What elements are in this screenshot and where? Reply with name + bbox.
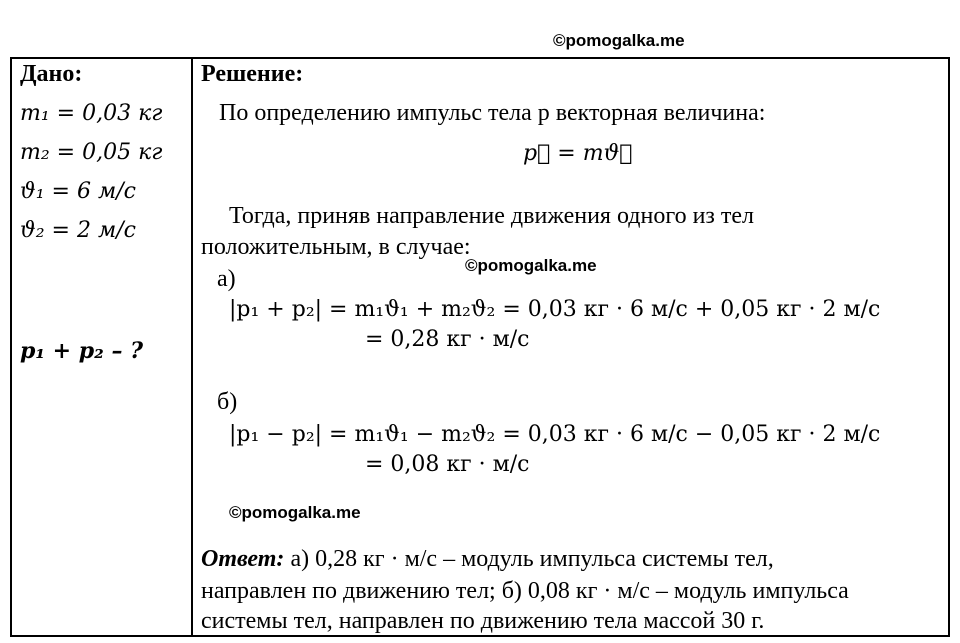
given-velocity-2: ϑ₂ = 2 м/с [20,218,136,243]
case-a-result: = 0,28 кг · м/с [365,327,530,352]
solution-then-line-2: положительным, в случае: [201,234,471,260]
case-b-label: б) [217,389,238,415]
answer-line-1 [201,545,774,573]
momentum-formula: p⃗ = mϑ⃗ [523,141,633,166]
given-mass-1: m₁ = 0,03 кг [20,101,163,126]
given-mass-2: m₂ = 0,05 кг [20,140,163,165]
case-b-result: = 0,08 кг · м/с [365,452,530,477]
solution-title: Решение: [201,61,304,87]
solution-intro: По определению импульс тела p векторная величина: [219,100,766,126]
given-velocity-1: ϑ₁ = 6 м/с [20,179,136,204]
given-question: p₁ + p₂ – ? [20,338,143,364]
case-a-label: а) [217,266,236,292]
solution-then-line-1: Тогда, приняв направление движения одного из тел [229,203,755,229]
answer-line-2: направлен по движению тел; б) 0,08 кг · м/с – модуль импульса [201,578,849,604]
given-title: Дано: [20,61,83,87]
case-b-equation: |p₁ − p₂| = m₁ϑ₁ − m₂ϑ₂ = 0,03 кг · 6 м/с − 0,05 кг · 2 м/с [229,422,881,447]
case-a-equation: |p₁ + p₂| = m₁ϑ₁ + m₂ϑ₂ = 0,03 кг · 6 м/с + 0,05 кг · 2 м/с [229,297,881,322]
column-divider [191,57,193,637]
watermark-middle: ©pomogalka.me [465,256,597,275]
watermark-top: ©pomogalka.me [553,31,685,50]
watermark-bottom: ©pomogalka.me [229,503,361,522]
answer-line-3: системы тел, направлен по движению тела массой 30 г. [201,608,765,634]
answer-label: Ответ: [201,546,285,572]
answer-text-1: а) 0,28 кг · м/с – модуль импульса системы тел, [284,546,774,572]
